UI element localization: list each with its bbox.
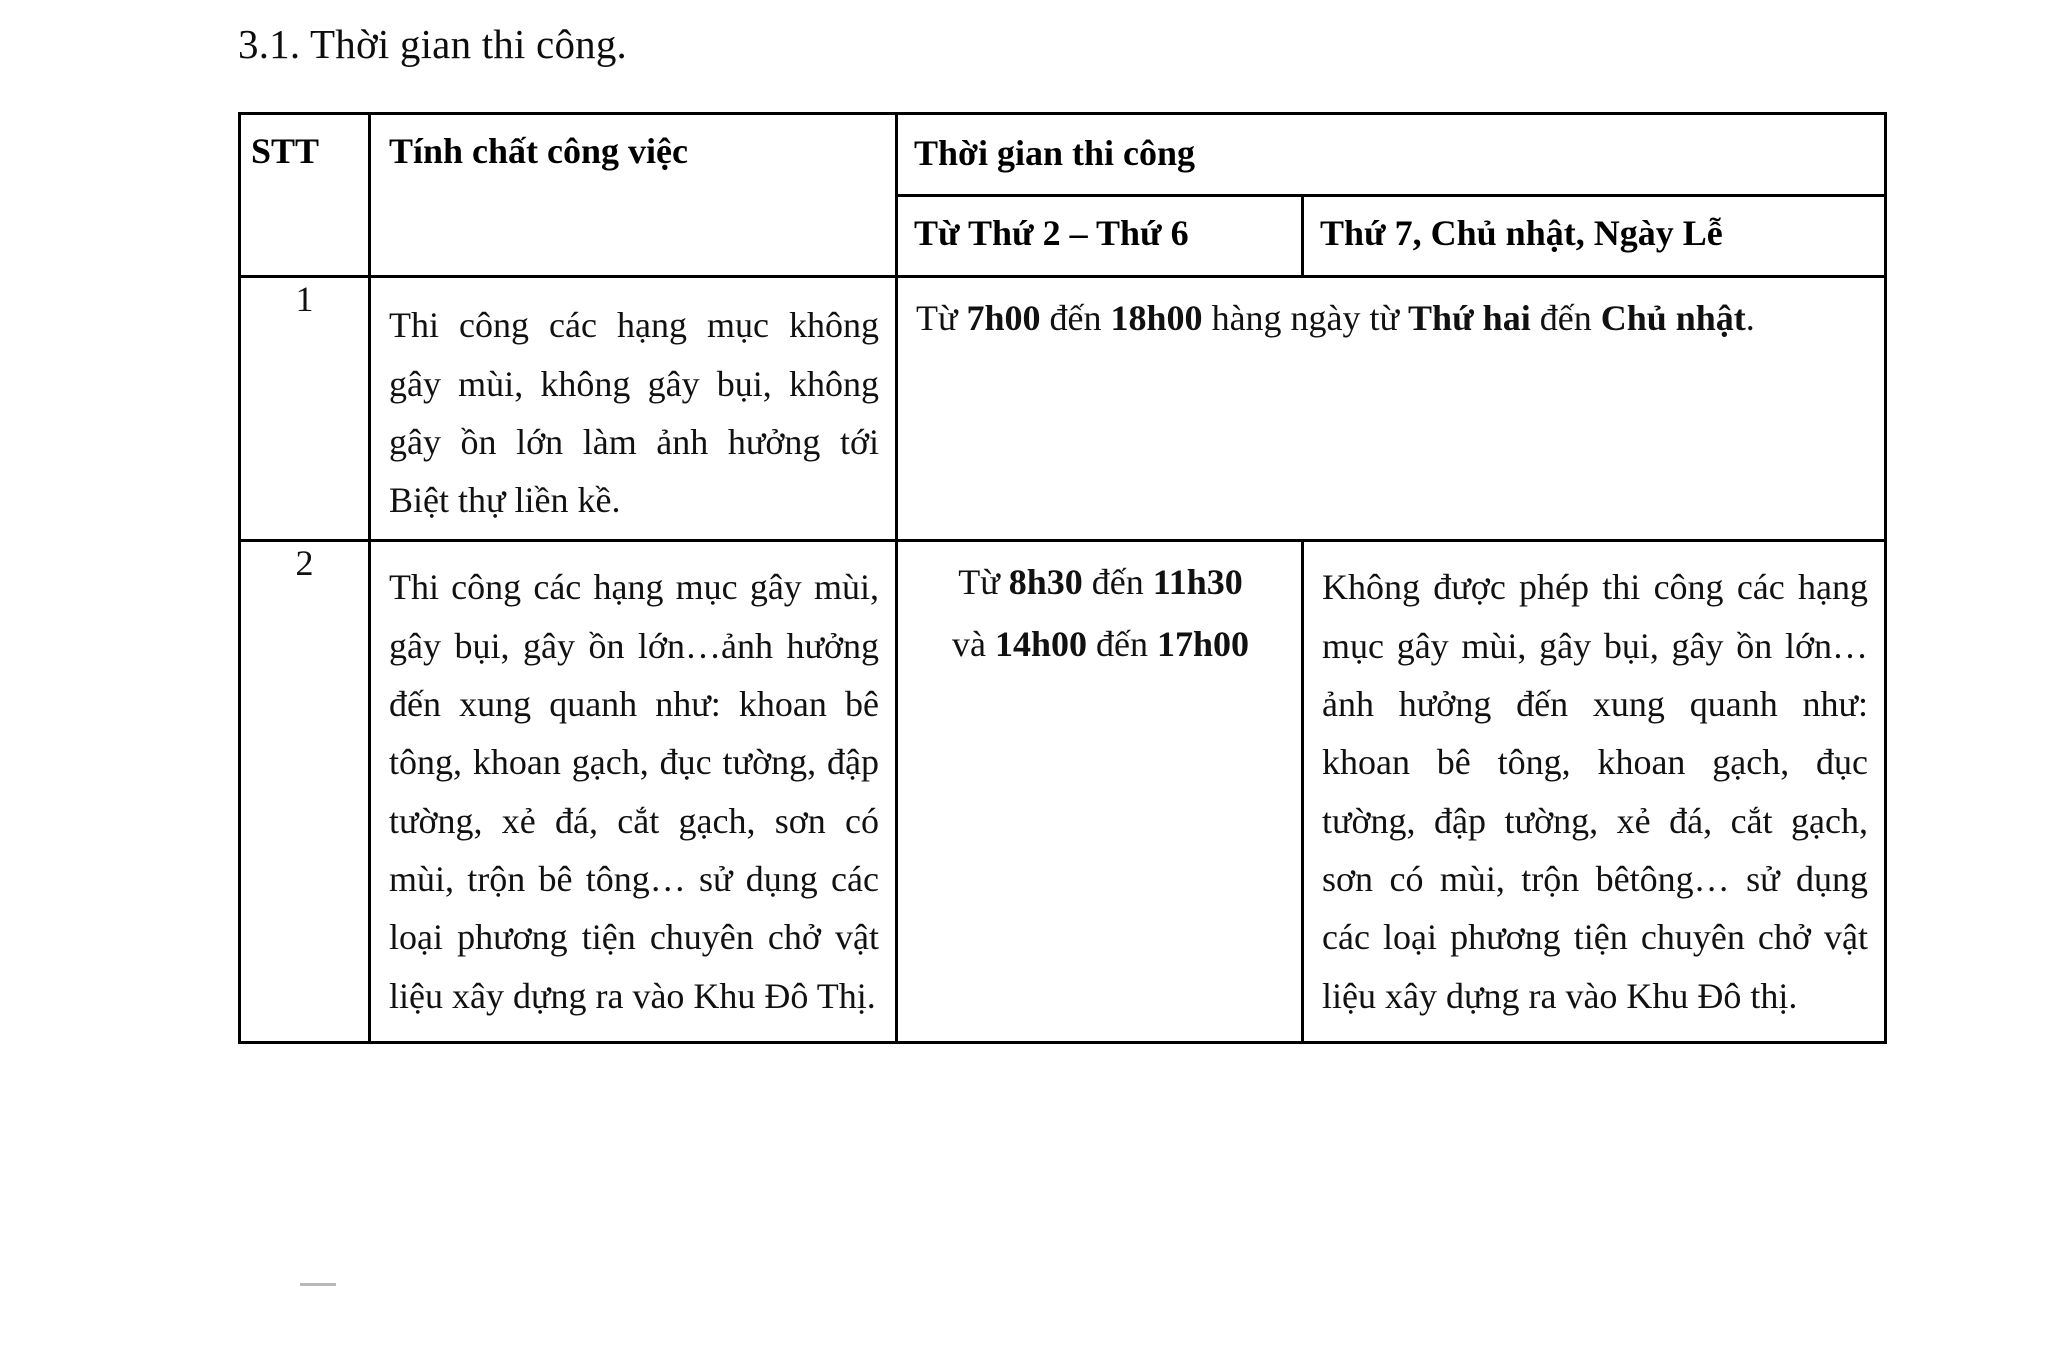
header-label-stt: STT <box>251 131 320 171</box>
cell-weekday-row2 <box>897 541 1303 1043</box>
header-label-time-group: Thời gian thi công <box>914 133 1196 173</box>
work-type-text-row1: Thi công các hạng mục không gây mùi, không gây bụi, không gây ồn lớn làm ảnh hưởng tới Biệt thự liền kề. <box>389 305 879 521</box>
schedule-table-wrapper <box>238 112 1884 1044</box>
cell-work-type-row1 <box>370 277 897 541</box>
table-header-row-group <box>240 114 1886 196</box>
header-label-weekend: Thứ 7, Chủ nhật, Ngày Lễ <box>1320 212 1723 253</box>
weekend-text-row2: Không được phép thi công các hạng mục gây mùi, gây bụi, gây ồn lớn… ảnh hưởng đến xung quanh như: khoan bê tông, khoan gạch, đục tường, đập tường, xẻ đá, cắt gạch, sơn có mùi, trộn bêtông… sử dụng các loại phương tiện chuyên chở vật liệu xây dựng ra vào Khu Đô thị. <box>1322 567 1869 1016</box>
header-cell-work-type <box>370 114 897 277</box>
cell-stt-row1: 1 <box>240 277 370 541</box>
header-cell-stt <box>240 114 370 277</box>
page-artifact-mark <box>300 1283 336 1286</box>
construction-schedule-table <box>238 112 1887 1044</box>
weekday-time-text-row2: Từ 8h30 đến 11h30 và 14h00 đến 17h00 <box>951 562 1250 664</box>
header-cell-weekend <box>1303 195 1886 277</box>
header-label-work-type: Tính chất công việc <box>389 131 689 171</box>
header-cell-time-group <box>897 114 1886 196</box>
cell-stt-row2: 2 <box>240 541 370 1043</box>
work-type-text-row2: Thi công các hạng mục gây mùi, gây bụi, gây ồn lớn…ảnh hưởng đến xung quanh như: khoan bê tông, khoan gạch, đục tường, đập tường, xẻ đá, cắt gạch, sơn có mùi, trộn bê tông… sử dụng các loại phương tiện chuyên chở vật liệu xây dựng ra vào Khu Đô Thị. <box>389 567 879 1016</box>
cell-weekend-row2 <box>1303 541 1886 1043</box>
section-heading: 3.1. Thời gian thi công. <box>238 21 627 67</box>
time-text-row1: Từ 7h00 đến 18h00 hàng ngày từ Thứ hai đến Chủ nhật. <box>916 298 1755 339</box>
table-row <box>240 277 1886 541</box>
cell-work-type-row2 <box>370 541 897 1043</box>
header-label-weekday: Từ Thứ 2 – Thứ 6 <box>914 212 1189 253</box>
cell-time-row1-merged <box>897 277 1886 541</box>
table-row <box>240 541 1886 1043</box>
header-cell-weekday <box>897 195 1303 277</box>
